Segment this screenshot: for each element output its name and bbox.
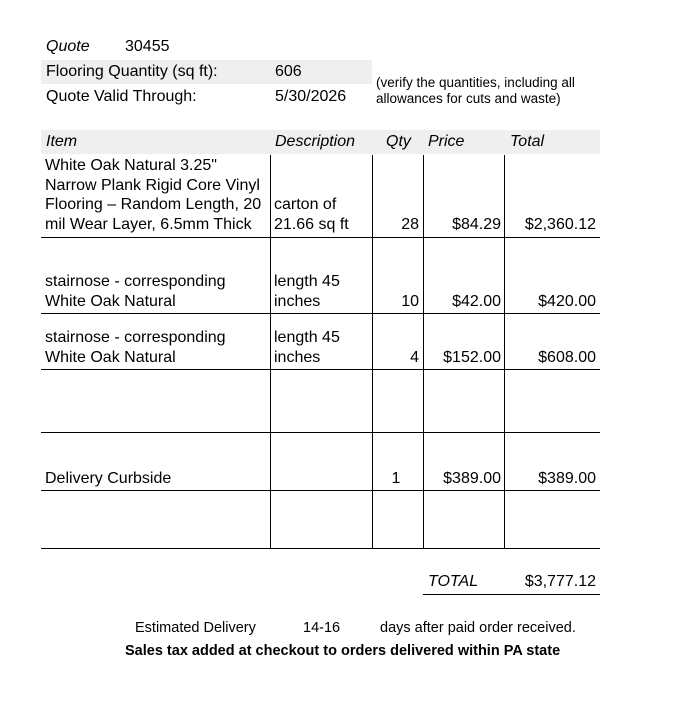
description-cell: length 45 inches [274, 329, 340, 366]
price-cell: $84.29 [452, 216, 501, 233]
item-cell: White Oak Natural 3.25" Narrow Plank Rigid Core Vinyl Flooring – Random Length, 20 mil Wear Layer, 6.5mm Thick [45, 157, 262, 233]
verify-note-line2: allowances for cuts and waste) [376, 91, 561, 106]
estimated-delivery-days: 14-16 [303, 620, 341, 636]
grid-hline [41, 369, 600, 370]
header-item: Item [46, 133, 78, 150]
estimated-delivery-suffix: days after paid order received. [380, 620, 576, 636]
description-cell: carton of 21.66 sq ft [274, 196, 349, 233]
total-label: TOTAL [428, 573, 479, 590]
total-cell: $420.00 [538, 293, 596, 310]
total-underline [423, 594, 600, 595]
total-cell: $2,360.12 [524, 216, 596, 233]
item-cell: stairnose - corresponding White Oak Natural [45, 273, 226, 310]
grid-hline [41, 548, 600, 549]
qty-cell: 10 [401, 293, 419, 310]
flooring-quantity-value: 606 [275, 63, 302, 80]
qty-cell: 1 [391, 470, 401, 487]
verify-note-line1: (verify the quantities, including all [376, 75, 575, 90]
flooring-quantity-label: Flooring Quantity (sq ft): [46, 63, 218, 80]
price-cell: $152.00 [443, 349, 501, 366]
header-price: Price [428, 133, 465, 150]
grid-hline [41, 490, 600, 491]
total-value: $3,777.12 [524, 573, 596, 590]
qty-cell: 4 [410, 349, 419, 366]
quote-valid-value: 5/30/2026 [275, 88, 347, 105]
quote-label: Quote [46, 38, 90, 55]
price-cell: $42.00 [452, 293, 501, 310]
item-cell: stairnose - corresponding White Oak Natural [45, 329, 226, 366]
header-qty: Qty [386, 133, 411, 150]
grid-hline [41, 432, 600, 433]
qty-cell: 28 [401, 216, 419, 233]
total-cell: $608.00 [538, 349, 596, 366]
header-total: Total [510, 133, 545, 150]
grid-hline [41, 313, 600, 314]
quote-valid-label: Quote Valid Through: [46, 88, 197, 105]
price-cell: $389.00 [443, 470, 501, 487]
total-cell: $389.00 [538, 470, 596, 487]
description-cell: length 45 inches [274, 273, 340, 310]
estimated-delivery-label: Estimated Delivery [135, 620, 256, 636]
quote-number: 30455 [125, 38, 170, 55]
item-cell: Delivery Curbside [45, 470, 172, 487]
grid-hline [41, 237, 600, 238]
sales-tax-note: Sales tax added at checkout to orders delivered within PA state [125, 643, 561, 659]
header-description: Description [275, 133, 356, 150]
